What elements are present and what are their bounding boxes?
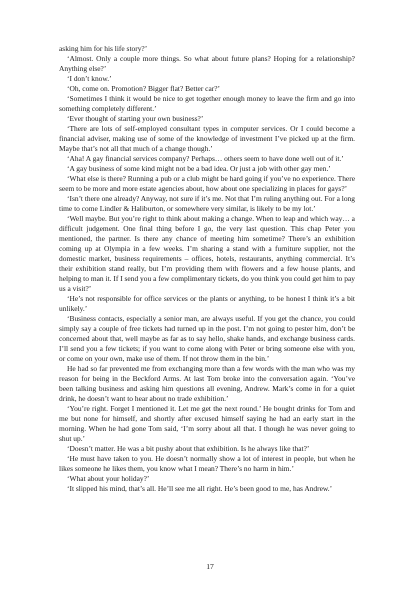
paragraph: ‘Oh, come on. Promotion? Bigger flat? Better car?’ bbox=[67, 84, 221, 93]
paragraph: ‘Almost. Only a couple more things. So what about future plans? Hoping for a relationship? Anything else?’ bbox=[59, 54, 355, 73]
paragraph: asking him for his life story?’ bbox=[59, 44, 148, 53]
paragraph: ‘Sometimes I think it would be nice to get together enough money to leave the firm and go into something completely different.’ bbox=[59, 94, 355, 113]
paragraph: ‘You’re right. Forget I mentioned it. Let me get the next round.’ He bought drinks for Tom and me but none for himself, and shortly after excused himself saying he had an early start in the morning. When he had gone Tom said, ‘I’m sorry about all that. I though he was never going to shut up.’ bbox=[59, 404, 355, 443]
paragraph: ‘Ever thought of starting your own business?’ bbox=[67, 114, 204, 123]
body-text bbox=[59, 44, 355, 494]
paragraph: ‘Aha! A gay financial services company? Perhaps… others seem to have done well out of it.’ bbox=[67, 154, 344, 163]
paragraph: ‘He’s not responsible for office services or the plants or anything, to be honest I think it’s a bit unlikely.’ bbox=[59, 294, 355, 313]
page-number: 17 bbox=[206, 562, 214, 571]
paragraph: ‘Doesn’t matter. He was a bit pushy about that exhibition. Is he always like that?’ bbox=[67, 444, 310, 453]
paragraph: ‘It slipped his mind, that’s all. He’ll see me all right. He’s been good to me, has Andrew.’ bbox=[67, 484, 333, 493]
paragraph: ‘Isn’t there one already? Anyway, not sure if it’s me. Not that I’m ruling anything out. For a long time to come Lindler & Haliburton, or somewhere very similar, is likely to be my lot.’ bbox=[59, 194, 355, 213]
paragraph: ‘There are lots of self-employed consultant types in computer services. Or I could become a financial adviser, making use of some of the knowledge of investment I’ve picked up at the firm. Maybe that’s not all that much of a change though.’ bbox=[59, 124, 355, 153]
paragraph: ‘What about your holiday?’ bbox=[67, 474, 150, 483]
paragraph: ‘I don’t know.’ bbox=[67, 74, 112, 83]
paragraph: ‘Well maybe. But you’re right to think about making a change. When to leap and which way… a difficult judgement. One final thing before I go, the very last question. This chap Peter you mentioned, the partner. Is there any chance of meeting him sometime? There’s an exhibition coming up at Olympia in a few weeks. I’m sharing a stand with a furniture supplier, not the domestic market, business requirements – offices, hotels, restaurants, anything commercial. It’s their exhibition stand really, but I’m providing them with flowers and a few house plants, and helping to man it. If I send you a few complimentary tickets, do you think you could get him to pay us a visit?’ bbox=[59, 214, 355, 293]
paragraph: ‘A gay business of some kind might not be a bad idea. Or just a job with other gay men.’ bbox=[67, 164, 331, 173]
paragraph: ‘He must have taken to you. He doesn’t normally show a lot of interest in people, but when he likes someone he likes them, you know what I mean? There’s no harm in him.’ bbox=[59, 454, 355, 473]
paragraph: ‘What else is there? Running a pub or a club might be hard going if you’ve no experience. There seem to be more and more estate agencies about, how about one specializing in places for gays?’ bbox=[59, 174, 355, 193]
paragraph: ‘Business contacts, especially a senior man, are always useful. If you get the chance, you could simply say a couple of free tickets had turned up in the post. I’m not going to pester him, don’t be concerned about that, well maybe as far as to say hello, shake hands, and exchange business cards. I’ll send you a few tickets; if you want to come along with Peter or bring someone else with you, or come on your own, make use of them. If not throw them in the bin.’ bbox=[59, 314, 355, 363]
paragraph: He had so far prevented me from exchanging more than a few words with the man who was my reason for being in the Beckford Arms. At last Tom broke into the conversation again. ‘You’ve been talking business and asking him questions all evening, Andrew. Mark’s come in for a quiet drink, he doesn’t want to hear about no trade exhibition.’ bbox=[59, 364, 355, 403]
